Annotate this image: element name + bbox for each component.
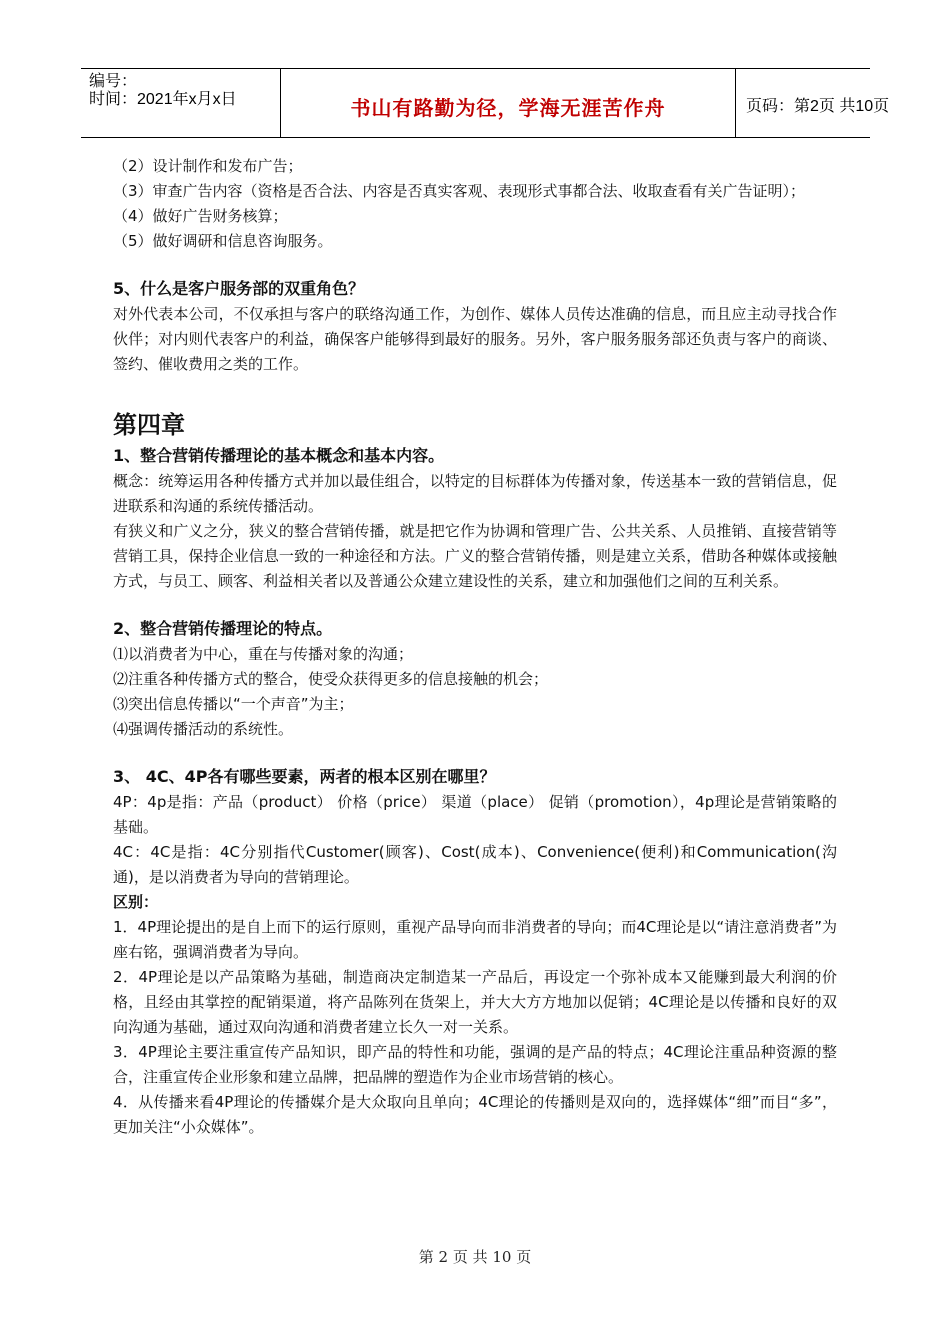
document-date-label: 时间：2021年x月x日 xyxy=(89,91,237,108)
paragraph: （4）做好广告财务核算； xyxy=(113,207,288,225)
list-item: ⑶突出信息传播以“一个声音”为主； xyxy=(113,695,354,713)
list-item: ⑴以消费者为中心，重在与传播对象的沟通； xyxy=(113,645,414,663)
difference-label: 区别： xyxy=(113,893,159,911)
question-heading: 5、什么是客户服务部的双重角色？ xyxy=(113,279,365,298)
paragraph: （5）做好调研和信息咨询服务。 xyxy=(113,232,333,250)
list-item: 4．从传播来看4P理论的传播媒介是大众取向且单向；4C理论的传播则是双向的，选择媒体“细”而目“多”，更加关注“小众媒体”。 xyxy=(113,1093,837,1136)
question-heading: 3、 4C、4P各有哪些要素，两者的根本区别在哪里？ xyxy=(113,767,496,786)
list-item: ⑵注重各种传播方式的整合，使受众获得更多的信息接触的机会； xyxy=(113,670,549,688)
document-number-label: 编号： xyxy=(89,73,138,90)
list-item: 1．4P理论提出的是自上而下的运行原则，重视产品导向而非消费者的导向；而4C理论是以“请注意消费者”为座右铭，强调消费者为导向。 xyxy=(113,918,837,961)
answer-paragraph: 4C：4C是指：4C分别指代Customer(顾客)、Cost(成本)、Convenience(便利)和Communication(沟通)，是以消费者为导向的营销理论。 xyxy=(113,843,837,886)
paragraph: （2）设计制作和发布广告； xyxy=(113,157,303,175)
question-heading: 2、整合营销传播理论的特点。 xyxy=(113,619,333,638)
answer-paragraph: 有狭义和广义之分，狭义的整合营销传播，就是把它作为协调和管理广告、公共关系、人员推销、直接营销等营销工具，保持企业信息一致的一种途径和方法。广义的整合营销传播，则是建立关系，借助各种媒体或接触方式，与员工、顾客、利益相关者以及普通公众建立建设性的关系，建立和加强他们之间的互利关系。 xyxy=(113,522,837,590)
header-motto-cell xyxy=(281,69,736,137)
answer-paragraph: 概念：统筹运用各种传播方式并加以最佳组合，以特定的目标群体为传播对象，传送基本一致的营销信息，促进联系和沟通的系统传播活动。 xyxy=(113,472,837,515)
paragraph: （3）审查广告内容（资格是否合法、内容是否真实客观、表现形式事都合法、收取查看有关广告证明）； xyxy=(113,182,806,200)
header-page-cell xyxy=(736,69,890,137)
page-header-table xyxy=(81,68,890,138)
list-item: ⑷强调传播活动的系统性。 xyxy=(113,720,294,738)
list-item: 2．4P理论是以产品策略为基础，制造商决定制造某一产品后，再设定一个弥补成本又能赚到最大利润的价格，且经由其掌控的配销渠道，将产品陈列在货架上，并大大方方地加以促销；4C理论是以传播和良好的双向沟通为基础，通过双向沟通和消费者建立长久一对一关系。 xyxy=(113,968,837,1036)
chapter-title: 第四章 xyxy=(113,411,185,439)
answer-paragraph: 4P：4p是指：产品（product） 价格（price） 渠道（place） 促销（promotion），4p理论是营销策略的基础。 xyxy=(113,793,837,836)
answer-paragraph: 对外代表本公司，不仅承担与客户的联络沟通工作，为创作、媒体人员传达准确的信息，而且应主动寻找合作伙伴；对内则代表客户的利益，确保客户能够得到最好的服务。另外，客户服务服务部还负责与客户的商谈、签约、催收费用之类的工作。 xyxy=(113,305,837,373)
list-item: 3．4P理论主要注重宣传产品知识，即产品的特性和功能，强调的是产品的特点；4C理论注重品种资源的整合，注重宣传企业形象和建立品牌，把品牌的塑造作为企业市场营销的核心。 xyxy=(113,1043,837,1086)
header-meta-cell xyxy=(81,69,281,137)
page-footer: 第 2 页 共 10 页 xyxy=(418,1248,532,1266)
question-heading: 1、整合营销传播理论的基本概念和基本内容。 xyxy=(113,446,445,465)
document-body xyxy=(113,154,837,1140)
header-page-info: 页码：第2页 共10页 xyxy=(746,98,890,115)
header-motto: 书山有路勤为径，学海无涯苦作舟 xyxy=(350,96,666,120)
